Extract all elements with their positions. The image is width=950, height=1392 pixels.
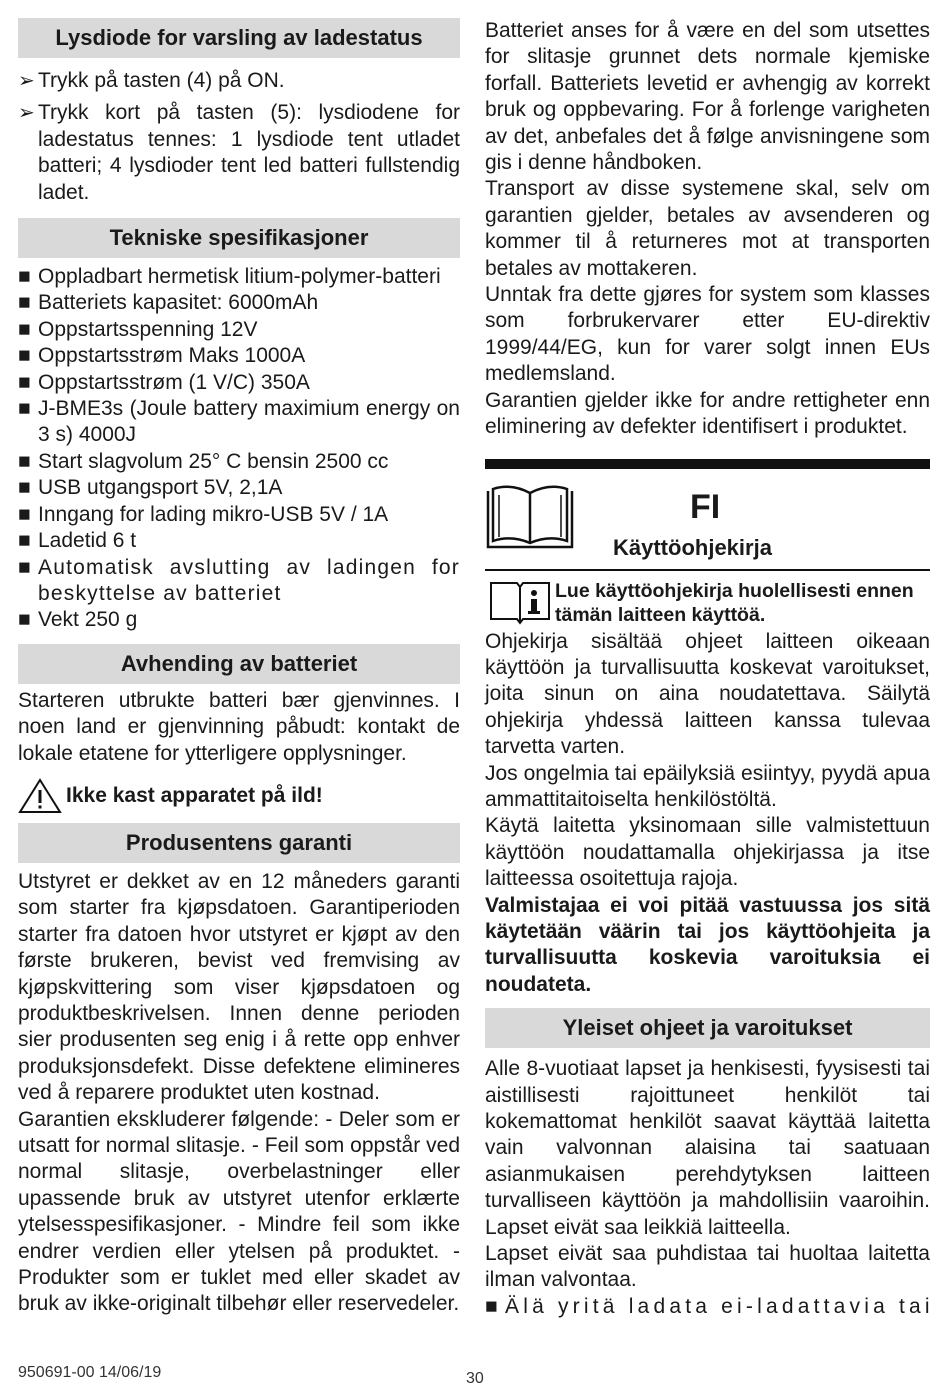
left-column: [18, 18, 460, 1318]
battery-paragraph: Batteriet anses for å være en del som utsettes for slitasje grunnet dets normale kjemiske forfall. Batteriets levetid er avhengig av korrekt bruk og oppbevaring. For å forlenge varigheten av det, anbefales det å følge anvisningene som gis i denne håndboken.: [485, 19, 930, 175]
spec-item: ■ Start slagvolum 25° C bensin 2500 cc: [18, 449, 460, 475]
language-code: FI: [690, 487, 721, 526]
spec-item: ■ Batteriets kapasitet: 6000mAh: [18, 290, 460, 316]
square-bullet-icon: ■: [18, 476, 31, 500]
spec-item: ■ Oppstartsstrøm (1 V/C) 350A: [18, 370, 460, 396]
section-heading-led-status: Lysdiode for varsling av ladestatus: [18, 18, 460, 58]
open-book-icon: [485, 485, 575, 553]
warranty-scope-paragraph: Garantien gjelder ikke for andre rettigheter enn eliminering av defekter identifisert i produktet.: [485, 388, 930, 439]
spec-item: ■ Vekt 250 g: [18, 607, 460, 633]
square-bullet-icon: ■: [18, 555, 31, 579]
spec-item: ■ J-BME3s (Joule battery maximium energy on 3 s) 4000J: [18, 396, 460, 449]
list-item: ➢ Trykk på tasten (4) på ON.: [18, 68, 460, 94]
arrow-bullet-icon: ➢: [18, 70, 35, 92]
square-bullet-icon: ■: [18, 317, 31, 341]
fi-paragraph: Lapset eivät saa puhdistaa tai huoltaa laitetta ilman valvontaa.: [485, 1242, 930, 1292]
section-heading-warranty: Produsentens garanti: [18, 823, 460, 863]
square-bullet-icon: ■: [485, 1294, 498, 1318]
read-manual-text: Lue käyttöohjekirja huolellisesti ennen tämän laitteen käyttöä.: [555, 579, 914, 626]
info-book-icon: [485, 579, 555, 625]
right-column: [485, 18, 934, 1320]
square-bullet-icon: ■: [18, 397, 31, 421]
spec-item: ■ Automatisk avslutting av ladingen for beskyttelse av batteriet: [18, 555, 460, 608]
section-heading-tech-specs: Tekniske spesifikasjoner: [18, 218, 460, 258]
spec-item: ■ Oppstartsstrøm Maks 1000A: [18, 343, 460, 369]
spec-item: ■ USB utgangsport 5V, 2,1A: [18, 475, 460, 501]
list-item: ■ Älä yritä ladata ei-ladattavia tai: [485, 1294, 930, 1320]
fi-language-header: [485, 477, 930, 567]
arrow-bullet-icon: ➢: [18, 102, 35, 125]
fi-paragraph: Käytä laitetta yksinomaan sille valmistettuun käyttöön noudattamalla ohjekirjassa ja itse laitteessa osoitettuja rajoja.: [485, 814, 930, 891]
exception-paragraph: Unntak fra dette gjøres for system som klasses som forbrukervarer etter EU-direktiv 1999/44/EG, kun for varer solgt innen EUs medlemsland.: [485, 283, 930, 386]
fire-warning: [18, 777, 460, 815]
section-divider: [485, 459, 930, 469]
square-bullet-icon: ■: [18, 529, 31, 553]
square-bullet-icon: ■: [18, 344, 31, 368]
fi-paragraph: Alle 8-vuotiaat lapset ja henkisesti, fyysisesti tai aistillisesti rajoittuneet henkilöt tai kokemattomat henkilöt saavat käyttää laitetta vain valvonnan alaisina tai saatuaan asianmukaisen perehdytyksen laitteen turvalliseen käyttöön ja mahdollisiin vaaroihin. Lapset eivät saa leikkiä laitteella.: [485, 1057, 930, 1239]
fi-paragraph: Jos ongelmia tai epäilyksiä esiintyy, pyydä apua ammattitaitoiselta henkilöstöltä.: [485, 761, 930, 811]
read-manual-notice: [485, 579, 930, 627]
warranty-paragraph: Utstyret er dekket av en 12 måneders garanti som starter fra kjøpsdatoen. Garantiperioden starter fra datoen hvor utstyret er kjøpt av den første brukeren, bevist ved fremvising av kjøpskvittering som viser kjøpsdatoen og produktbeskrivelsen. Innen denne perioden sier produsenten seg enig i å rette opp enhver produksjonsdefekt. Disse defektene elimineres ved å reparere produktet uten kostnad.: [18, 869, 460, 1105]
warning-triangle-icon: [18, 777, 66, 815]
spec-item: ■ Ladetid 6 t: [18, 528, 460, 554]
fi-paragraph: Ohjekirja sisältää ohjeet laitteen oikeaan käyttöön ja turvallisuutta koskevat varoitukset, joita sinun on aina noudatettava. Säilytä ohjekirja yhdessä laitteen kanssa tulevaa tarvetta varten.: [485, 629, 930, 759]
square-bullet-icon: ■: [18, 370, 31, 394]
square-bullet-icon: ■: [18, 502, 31, 526]
square-bullet-icon: ■: [18, 265, 31, 289]
manual-title: Käyttöohjekirja: [613, 534, 772, 560]
section-heading-battery-disposal: Avhending av batteriet: [18, 644, 460, 684]
spec-item: ■ Oppladbart hermetisk litium-polymer-batteri: [18, 264, 460, 290]
spec-item: ■ Oppstartsspenning 12V: [18, 317, 460, 343]
page-number: 30: [466, 1370, 484, 1387]
document-code: 950691-00 14/06/19: [18, 1364, 162, 1381]
warranty-exclusions-paragraph: Garantien ekskluderer følgende: - Deler som er utsatt for normal slitasje. - Feil som oppstår ved normal slitasje, overbelastninger eller upassende bruk av utstyret utenfor erklærte ytelsesspesifikasjoner. - Mindre feil som ikke endrer verdien eller ytelsen på produktet. - Produkter som er tuklet med eller skadet av bruk av ikke-originalt tilbehør eller reservedeler.: [18, 1107, 460, 1316]
fi-liability-paragraph: Valmistajaa ei voi pitää vastuussa jos sitä käytetään väärin tai jos käyttöohjeita ja turvallisuutta koskevia varoituksia ei noudateta.: [485, 893, 930, 996]
transport-paragraph: Transport av disse systemene skal, selv om garantien gjelder, betales av avsenderen og kommer til å returneres mot at transporten betales av mottakeren.: [485, 177, 930, 280]
spec-item: ■ Inngang for lading mikro-USB 5V / 1A: [18, 502, 460, 528]
square-bullet-icon: ■: [18, 608, 31, 632]
section-heading-general-warnings: Yleiset ohjeet ja varoitukset: [485, 1008, 930, 1048]
thin-divider: [485, 569, 930, 571]
square-bullet-icon: ■: [18, 449, 31, 473]
disposal-text: Starteren utbrukte batteri bær gjenvinnes. I noen land er gjenvinning påbudt: kontakt de lokale etatene for ytterligere opplysninger.: [18, 688, 460, 765]
square-bullet-icon: ■: [18, 291, 31, 315]
list-item: ➢ Trykk kort på tasten (5): lysdiodene for ladestatus tennes: 1 lysdiode tent utladet batteri; 4 lysdioder tent led batteri fullstendig ladet.: [18, 100, 460, 206]
fire-warning-text: Ikke kast apparatet på ild!: [66, 783, 323, 807]
